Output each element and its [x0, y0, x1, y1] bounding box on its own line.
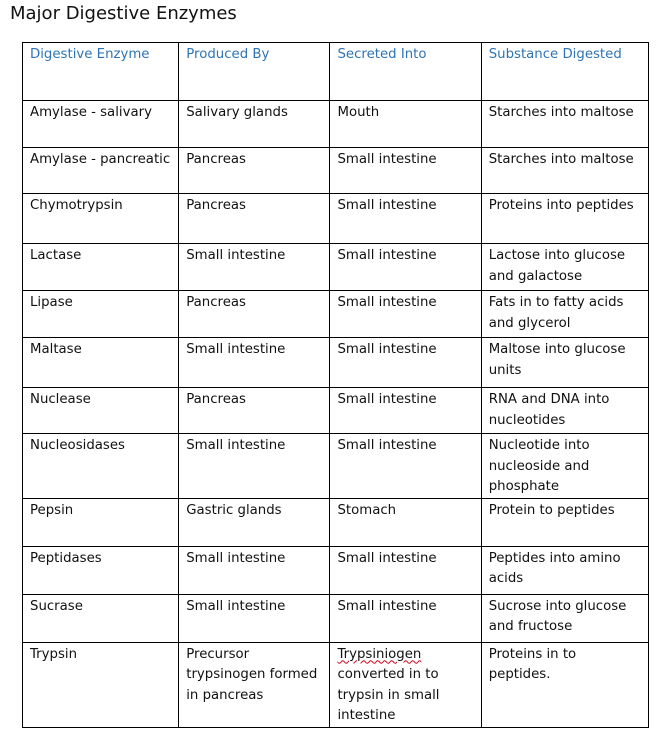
table-row: [23, 244, 649, 291]
header-digestive-enzyme: Digestive Enzyme: [23, 43, 179, 101]
cell-produced-by: Small intestine: [179, 338, 330, 388]
cell-substance-digested: Maltose into glucose units: [481, 338, 648, 388]
table-header-row: [23, 43, 649, 101]
table-row: [23, 148, 649, 194]
cell-produced-by: Small intestine: [179, 594, 330, 642]
cell-produced-by: Precursor trypsinogen formed in pancreas: [179, 642, 330, 727]
cell-substance-digested: Fats in to fatty acids and glycerol: [481, 291, 648, 338]
cell-produced-by: Small intestine: [179, 546, 330, 594]
spellcheck-word[interactable]: Trypsiniogen: [337, 646, 422, 662]
cell-enzyme: Maltase: [23, 338, 179, 388]
cell-secreted-into: Small intestine: [330, 244, 481, 291]
table-row: [23, 338, 649, 388]
table-row: [23, 642, 649, 727]
cell-secreted-into-rest: converted in to trypsin in small intestine: [337, 667, 440, 723]
cell-produced-by: Pancreas: [179, 388, 330, 434]
cell-enzyme: Nucleosidases: [23, 434, 179, 499]
cell-substance-digested: Proteins into peptides: [481, 194, 648, 244]
cell-secreted-into: Small intestine: [330, 546, 481, 594]
cell-substance-digested: Peptides into amino acids: [481, 546, 648, 594]
cell-produced-by: Salivary glands: [179, 101, 330, 148]
cell-enzyme: Sucrase: [23, 594, 179, 642]
cell-secreted-into: [330, 642, 481, 727]
cell-enzyme: Nuclease: [23, 388, 179, 434]
cell-substance-digested: RNA and DNA into nucleotides: [481, 388, 648, 434]
cell-enzyme: Lipase: [23, 291, 179, 338]
table-row: [23, 434, 649, 499]
cell-substance-digested: Protein to peptides: [481, 498, 648, 546]
header-secreted-into: Secreted Into: [330, 43, 481, 101]
cell-enzyme: Amylase - pancreatic: [23, 148, 179, 194]
cell-secreted-into: Small intestine: [330, 291, 481, 338]
header-substance-digested: Substance Digested: [481, 43, 648, 101]
table-row: [23, 194, 649, 244]
cell-secreted-into: Stomach: [330, 498, 481, 546]
cell-secreted-into: Small intestine: [330, 388, 481, 434]
cell-enzyme: Pepsin: [23, 498, 179, 546]
cell-produced-by: Pancreas: [179, 291, 330, 338]
cell-enzyme: Peptidases: [23, 546, 179, 594]
cell-enzyme: Amylase - salivary: [23, 101, 179, 148]
cell-produced-by: Pancreas: [179, 194, 330, 244]
cell-substance-digested: Proteins in to peptides.: [481, 642, 648, 727]
cell-substance-digested: Lactose into glucose and galactose: [481, 244, 648, 291]
cell-secreted-into: Small intestine: [330, 194, 481, 244]
cell-secreted-into: Small intestine: [330, 594, 481, 642]
cell-secreted-into: Mouth: [330, 101, 481, 148]
cell-substance-digested: Sucrose into glucose and fructose: [481, 594, 648, 642]
cell-enzyme: Lactase: [23, 244, 179, 291]
cell-substance-digested: Starches into maltose: [481, 148, 648, 194]
table-row: [23, 101, 649, 148]
table-row: [23, 388, 649, 434]
digestive-enzymes-table: [22, 42, 649, 728]
cell-enzyme: Chymotrypsin: [23, 194, 179, 244]
cell-secreted-into: Small intestine: [330, 148, 481, 194]
cell-produced-by: Pancreas: [179, 148, 330, 194]
cell-produced-by: Small intestine: [179, 244, 330, 291]
cell-produced-by: Small intestine: [179, 434, 330, 499]
document-title: Major Digestive Enzymes: [10, 3, 237, 24]
table-row: [23, 291, 649, 338]
cell-produced-by: Gastric glands: [179, 498, 330, 546]
header-produced-by: Produced By: [179, 43, 330, 101]
cell-substance-digested: Starches into maltose: [481, 101, 648, 148]
cell-secreted-into: Small intestine: [330, 434, 481, 499]
table-row: [23, 546, 649, 594]
cell-secreted-into: Small intestine: [330, 338, 481, 388]
cell-substance-digested: Nucleotide into nucleoside and phosphate: [481, 434, 648, 499]
table-row: [23, 594, 649, 642]
cell-enzyme: Trypsin: [23, 642, 179, 727]
table-row: [23, 498, 649, 546]
